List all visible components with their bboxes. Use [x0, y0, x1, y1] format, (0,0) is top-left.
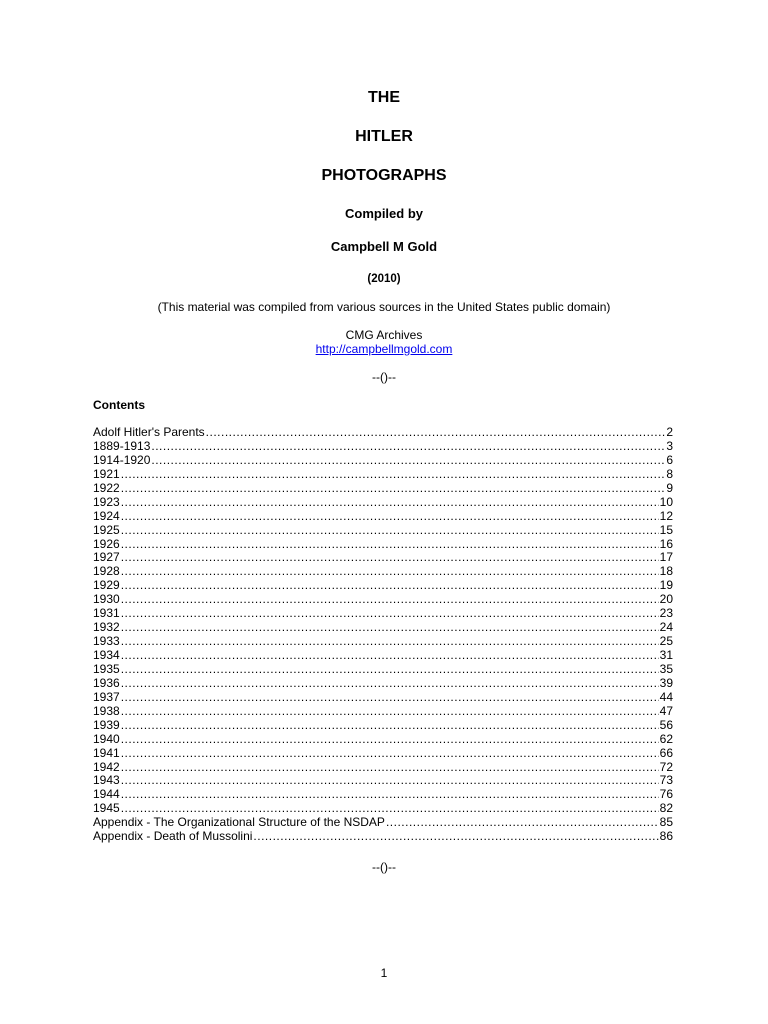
toc-entry[interactable]	[93, 663, 673, 677]
toc-entry-page: 82	[659, 802, 673, 816]
toc-entry-page: 16	[659, 537, 673, 551]
toc-entry-page: 18	[659, 565, 673, 579]
toc-entry-page: 24	[659, 621, 673, 635]
toc-entry-page: 10	[659, 495, 673, 509]
toc-entry-title: 1930	[93, 593, 120, 607]
toc-entry-title: 1940	[93, 732, 120, 746]
toc-entry[interactable]	[93, 482, 673, 496]
toc-entry-title: 1927	[93, 551, 120, 565]
toc-leader-dots	[121, 635, 659, 649]
title-line-2: HITLER	[355, 128, 413, 145]
toc-leader-dots	[121, 565, 659, 579]
toc-leader-dots	[121, 719, 659, 733]
toc-entry-page: 72	[659, 760, 673, 774]
toc-entry[interactable]	[93, 761, 673, 775]
toc-entry-page: 8	[666, 467, 673, 481]
toc-entry[interactable]	[93, 747, 673, 761]
toc-entry[interactable]	[93, 802, 673, 816]
toc-entry-page: 23	[659, 607, 673, 621]
toc-leader-dots	[121, 551, 659, 565]
toc-entry-title: 1925	[93, 523, 120, 537]
toc-entry[interactable]	[93, 593, 673, 607]
toc-entry-page: 73	[659, 774, 673, 788]
toc-leader-dots	[121, 510, 659, 524]
separator-top: --()--	[372, 370, 396, 384]
toc-entry[interactable]	[93, 635, 673, 649]
toc-entry[interactable]	[93, 788, 673, 802]
compiled-by-label: Compiled by	[344, 206, 423, 221]
toc-entry[interactable]	[93, 496, 673, 510]
toc-entry-page: 12	[659, 509, 673, 523]
toc-entry[interactable]	[93, 691, 673, 705]
toc-entry[interactable]	[93, 426, 673, 440]
toc-entry[interactable]	[93, 551, 673, 565]
toc-leader-dots	[121, 538, 659, 552]
toc-entry-page: 86	[659, 830, 673, 844]
toc-entry[interactable]	[93, 454, 673, 468]
toc-leader-dots	[121, 705, 659, 719]
toc-entry[interactable]	[93, 621, 673, 635]
archive-link[interactable]: http://campbellmgold.com	[315, 342, 453, 356]
toc-entry[interactable]	[93, 440, 673, 454]
toc-leader-dots	[121, 579, 659, 593]
page-number: 1	[380, 966, 388, 980]
toc-entry-page: 2	[666, 426, 673, 439]
toc-entry-title: 1937	[93, 690, 120, 704]
toc-entry-page: 6	[666, 453, 673, 467]
toc-entry-page: 62	[659, 732, 673, 746]
toc-entry-page: 76	[659, 788, 673, 802]
toc-entry-page: 20	[659, 593, 673, 607]
toc-entry-title: 1936	[93, 676, 120, 690]
toc-leader-dots	[121, 802, 659, 816]
toc-entry-title: 1943	[93, 774, 120, 788]
archive-link-wrapper	[0, 342, 768, 356]
toc-entry-page: 15	[659, 523, 673, 537]
separator-bottom: --()--	[372, 860, 396, 874]
toc-entry-title: 1935	[93, 662, 120, 676]
toc-leader-dots	[121, 482, 666, 496]
toc-entry-title: 1939	[93, 718, 120, 732]
toc-entry[interactable]	[93, 677, 673, 691]
toc-entry[interactable]	[93, 705, 673, 719]
source-note: (This material was compiled from various sources in the United States public domain)	[157, 300, 611, 314]
toc-entry[interactable]	[93, 468, 673, 482]
toc-entry[interactable]	[93, 774, 673, 788]
toc-leader-dots	[121, 761, 659, 775]
toc-entry[interactable]	[93, 733, 673, 747]
toc-entry-page: 35	[659, 662, 673, 676]
toc-leader-dots	[121, 621, 659, 635]
toc-leader-dots	[253, 830, 658, 844]
contents-heading: Contents	[93, 398, 145, 412]
toc-entry-title: 1921	[93, 467, 120, 481]
toc-leader-dots	[121, 496, 659, 510]
toc-entry-title: 1914-1920	[93, 453, 151, 467]
toc-entry-title: Adolf Hitler's Parents	[93, 426, 205, 439]
toc-entry-page: 31	[659, 649, 673, 662]
archive-name: CMG Archives	[345, 328, 423, 342]
toc-entry-title: 1942	[93, 760, 120, 774]
toc-entry-page: 25	[659, 635, 673, 649]
toc-leader-dots	[121, 747, 659, 761]
toc-entry[interactable]	[93, 524, 673, 538]
publication-year: (2010)	[367, 273, 401, 285]
author-name: Campbell M Gold	[330, 239, 438, 254]
toc-leader-dots	[151, 440, 665, 454]
toc-entry-page: 44	[659, 690, 673, 704]
toc-entry[interactable]	[93, 510, 673, 524]
toc-entry-title: 1941	[93, 746, 120, 760]
toc-entry-title: 1934	[93, 649, 120, 662]
toc-entry[interactable]	[93, 719, 673, 733]
toc-leader-dots	[121, 468, 666, 482]
toc-leader-dots	[121, 691, 659, 705]
toc-entry-page: 19	[659, 579, 673, 593]
toc-entry-page: 17	[659, 551, 673, 565]
title-line-1: THE	[368, 89, 400, 106]
toc-entry[interactable]	[93, 607, 673, 621]
toc-entry-page: 3	[666, 439, 673, 453]
toc-entry[interactable]	[93, 830, 673, 844]
toc-entry[interactable]	[93, 649, 673, 663]
toc-entry-title: Appendix - The Organizational Structure of the NSDAP	[93, 816, 385, 830]
toc-leader-dots	[121, 524, 659, 538]
toc-leader-dots	[121, 733, 659, 747]
toc-entry-title: 1924	[93, 509, 120, 523]
toc-entry-title: 1922	[93, 481, 120, 495]
toc-entry-page: 39	[659, 676, 673, 690]
toc-entry[interactable]	[93, 579, 673, 593]
toc-entry-page: 9	[666, 481, 673, 495]
toc-entry-title: 1944	[93, 788, 120, 802]
toc-entry-title: 1889-1913	[93, 439, 151, 453]
toc-leader-dots	[121, 788, 659, 802]
toc-leader-dots	[121, 677, 659, 691]
toc-entry[interactable]	[93, 538, 673, 552]
toc-entry-title: 1928	[93, 565, 120, 579]
toc-entry-title: 1945	[93, 802, 120, 816]
toc-leader-dots	[386, 816, 659, 830]
toc-entry-title: 1932	[93, 621, 120, 635]
toc-entry-page: 56	[659, 718, 673, 732]
toc-leader-dots	[151, 454, 665, 468]
toc-entry-title: 1931	[93, 607, 120, 621]
title-line-3: PHOTOGRAPHS	[321, 167, 447, 184]
toc-entry-title: 1933	[93, 635, 120, 649]
table-of-contents	[93, 426, 673, 844]
toc-leader-dots	[121, 649, 659, 663]
toc-entry-page: 85	[659, 816, 673, 830]
toc-entry-title: 1923	[93, 495, 120, 509]
toc-leader-dots	[121, 774, 659, 788]
toc-leader-dots	[121, 663, 659, 677]
toc-entry-title: 1929	[93, 579, 120, 593]
toc-entry-title: 1926	[93, 537, 120, 551]
toc-entry-page: 47	[659, 704, 673, 718]
toc-entry[interactable]	[93, 816, 673, 830]
toc-entry[interactable]	[93, 565, 673, 579]
toc-entry-title: Appendix - Death of Mussolini	[93, 830, 253, 844]
toc-entry-title: 1938	[93, 704, 120, 718]
toc-leader-dots	[121, 593, 659, 607]
toc-leader-dots	[206, 426, 666, 440]
toc-leader-dots	[121, 607, 659, 621]
toc-entry-page: 66	[659, 746, 673, 760]
